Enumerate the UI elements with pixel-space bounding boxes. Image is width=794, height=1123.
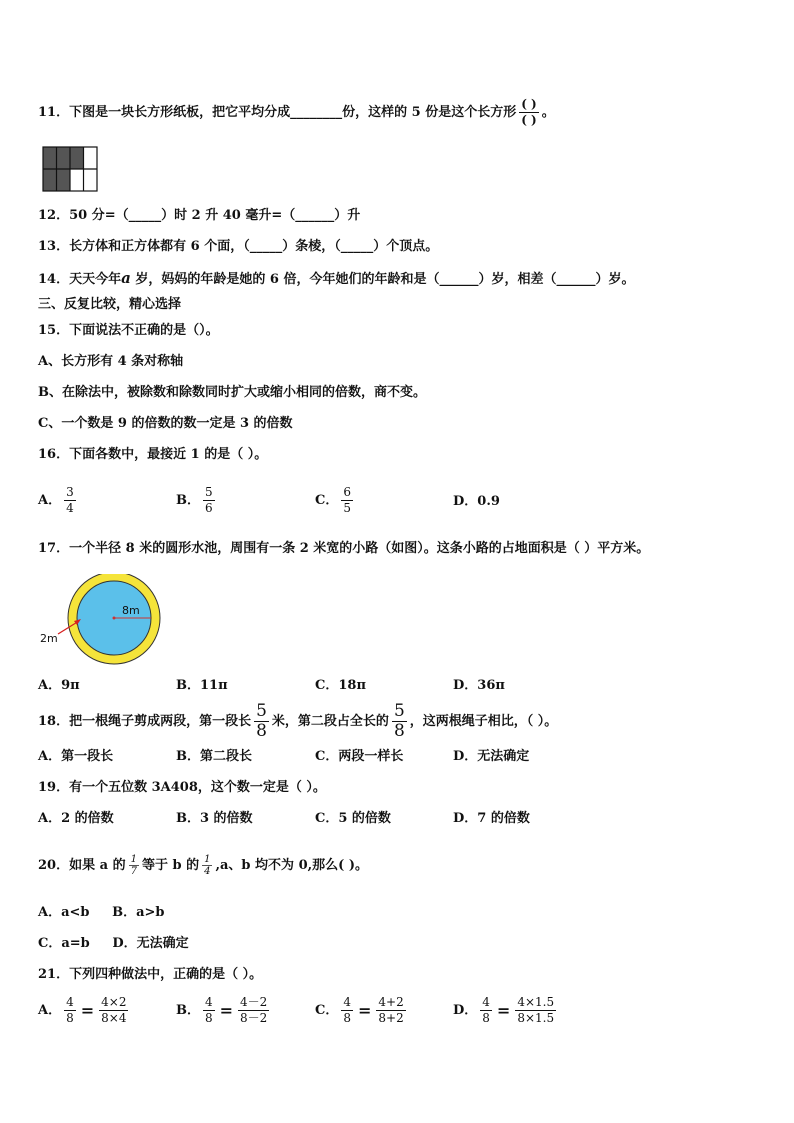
q14-variable: a (121, 269, 131, 287)
q21-option-c[interactable] (315, 995, 409, 1026)
q20-fraction-1 (129, 854, 139, 877)
q16-c-den: 5 (343, 501, 351, 515)
question-21-stem: 21．下列四种做法中，正确的是（ ）。 (38, 967, 263, 982)
q21-d-equals: = (496, 1000, 511, 1020)
q19-option-d[interactable]: D．7 的倍数 (453, 811, 530, 826)
q21-a-left-fraction (64, 995, 76, 1026)
q16-c-label: C． (315, 493, 339, 508)
q19-option-a[interactable]: A．2 的倍数 (38, 811, 114, 826)
question-13: 13．长方体和正方体都有 6 个面，（_____）条棱，（_____）个顶点。 (38, 239, 439, 254)
q18-option-a[interactable]: A．第一段长 (38, 749, 114, 764)
q21-a-r-den: 8×4 (101, 1011, 127, 1025)
q20-f2-num: 1 (204, 854, 211, 865)
q21-b-l-den: 8 (205, 1011, 213, 1025)
q16-b-fraction (203, 485, 215, 516)
grid-cell-shaded (57, 147, 71, 169)
q21-b-right-fraction (238, 995, 269, 1026)
grid-cell-empty (70, 169, 84, 191)
q18-f2-den: 8 (393, 721, 405, 741)
q21-c-r-num: 4+2 (378, 995, 404, 1009)
q21-a-r-num: 4×2 (101, 995, 127, 1009)
q11-end: 。 (541, 105, 555, 120)
question-11 (38, 97, 555, 128)
width-label: 2m (40, 632, 58, 645)
q21-d-right-fraction (515, 995, 556, 1026)
rectangle-grid-figure (42, 146, 98, 194)
q19-option-b[interactable]: B．3 的倍数 (176, 811, 253, 826)
q18-option-b[interactable]: B．第二段长 (176, 749, 252, 764)
q16-a-den: 4 (66, 501, 74, 515)
q20-fraction-2 (202, 854, 212, 877)
q21-b-r-den: 8－2 (240, 1011, 268, 1025)
q19-option-c[interactable]: C．5 的倍数 (315, 811, 391, 826)
q11-frac-numerator: ( ) (521, 97, 537, 111)
q18-fraction-1 (254, 702, 269, 741)
grid-cell-shaded (70, 147, 84, 169)
q16-option-d[interactable]: D．0.9 (453, 494, 500, 509)
q16-c-fraction (341, 485, 353, 516)
question-12: 12．50 分=（_____）时 2 升 40 毫升=（______）升 (38, 208, 361, 223)
q18-mid: 米，第二段占全长的 (271, 714, 389, 729)
q21-c-right-fraction (376, 995, 405, 1026)
q21-d-l-den: 8 (482, 1011, 490, 1025)
q17-option-b[interactable]: B．11π (176, 678, 228, 693)
q21-d-r-num: 4×1.5 (517, 995, 555, 1009)
q14-post: 岁，妈妈的年龄是她的 6 倍，今年她们的年龄和是（______）岁，相差（______）岁。 (130, 272, 635, 287)
question-18-stem (38, 702, 557, 741)
question-14 (38, 269, 634, 289)
q21-b-l-num: 4 (205, 995, 213, 1009)
q21-c-label: C． (315, 1003, 339, 1018)
question-19-stem: 19．有一个五位数 3A408，这个数一定是（ ）。 (38, 780, 326, 795)
q20-pre: 20．如果 a 的 (38, 858, 126, 873)
q16-a-label: A． (38, 493, 62, 508)
q18-f1-num: 5 (256, 701, 267, 721)
q21-c-l-num: 4 (343, 995, 351, 1009)
grid-cell-shaded (43, 147, 57, 169)
q16-b-num: 5 (205, 485, 213, 499)
q18-f2-num: 5 (393, 701, 405, 721)
q16-option-c[interactable] (315, 485, 356, 516)
q21-option-a[interactable] (38, 995, 131, 1026)
q21-b-left-fraction (203, 995, 215, 1026)
q21-b-equals: = (219, 1000, 234, 1020)
q21-c-equals: = (358, 1000, 372, 1020)
q21-c-r-den: 8+2 (378, 1011, 404, 1025)
q18-post: ，这两根绳子相比，（ ）。 (409, 714, 558, 729)
q20-f1-den: 7 (130, 866, 137, 877)
q20-options-ab[interactable]: A．a<b B．a>b (38, 905, 165, 920)
q16-a-fraction (64, 485, 76, 516)
grid-cell-empty (84, 147, 98, 169)
q21-a-right-fraction (99, 995, 128, 1026)
question-16-stem: 16．下面各数中，最接近 1 的是（ ）。 (38, 447, 268, 462)
q17-option-c[interactable]: C．18π (315, 678, 366, 693)
q11-frac-denominator: ( ) (521, 113, 537, 127)
q21-option-b[interactable] (176, 995, 272, 1026)
grid-cell-shaded (57, 169, 71, 191)
q16-c-num: 6 (343, 485, 351, 499)
q17-option-d[interactable]: D．36π (453, 678, 505, 693)
q18-pre: 18．把一根绳子剪成两段，第一段长 (38, 714, 252, 729)
q16-option-a[interactable] (38, 485, 79, 516)
q20-options-cd[interactable]: C．a=b D．无法确定 (38, 936, 189, 951)
q20-mid: 等于 b 的 (141, 858, 200, 873)
grid-cell-empty (84, 169, 98, 191)
q15-option-a[interactable]: A、长方形有 4 条对称轴 (38, 354, 184, 369)
question-20-stem (38, 852, 368, 880)
q11-text: 11．下图是一块长方形纸板，把它平均分成________份，这样的 5 份是这个长方形 (38, 105, 517, 120)
q21-b-label: B． (176, 1003, 200, 1018)
q18-option-d[interactable]: D．无法确定 (453, 749, 530, 764)
q11-fraction (519, 97, 539, 128)
q15-option-b[interactable]: B、在除法中，被除数和除数同时扩大或缩小相同的倍数，商不变。 (38, 385, 426, 400)
q16-b-den: 6 (205, 501, 213, 515)
question-17-stem: 17．一个半径 8 米的圆形水池，周围有一条 2 米宽的小路（如图）。这条小路的占地面积是（ ）平方米。 (38, 541, 650, 556)
q21-d-label: D． (453, 1003, 478, 1018)
section-3-title: 三、反复比较，精心选择 (38, 297, 182, 312)
q20-f2-den: 4 (204, 866, 211, 877)
pond-path-figure (36, 574, 166, 666)
q21-a-l-num: 4 (66, 995, 74, 1009)
grid-cell-shaded (43, 169, 57, 191)
q21-d-left-fraction (480, 995, 492, 1026)
q21-d-l-num: 4 (482, 995, 490, 1009)
q21-c-l-den: 8 (343, 1011, 351, 1025)
q15-option-c[interactable]: C、一个数是 9 的倍数的数一定是 3 的倍数 (38, 416, 293, 431)
q18-fraction-2 (392, 702, 407, 741)
q21-a-l-den: 8 (66, 1011, 74, 1025)
radius-label: 8m (122, 604, 140, 617)
q18-f1-den: 8 (256, 721, 267, 741)
q18-option-c[interactable]: C．两段一样长 (315, 749, 404, 764)
q21-b-r-num: 4－2 (240, 995, 268, 1009)
q16-b-label: B． (176, 493, 200, 508)
question-15-stem: 15．下面说法不正确的是（）。 (38, 323, 219, 338)
q16-option-b[interactable] (176, 485, 218, 516)
q20-f1-num: 1 (130, 854, 137, 865)
q17-option-a[interactable]: A．9π (38, 678, 80, 693)
q16-a-num: 3 (66, 485, 74, 499)
q20-post: ,a、b 均不为 0,那么( )。 (215, 858, 368, 873)
q21-option-d[interactable] (453, 995, 559, 1026)
q21-d-r-den: 8×1.5 (517, 1011, 555, 1025)
q21-a-label: A． (38, 1003, 62, 1018)
center-dot (113, 617, 116, 620)
q21-c-left-fraction (341, 995, 353, 1026)
q21-a-equals: = (80, 1000, 95, 1020)
q14-pre: 14．天天今年 (38, 272, 122, 287)
